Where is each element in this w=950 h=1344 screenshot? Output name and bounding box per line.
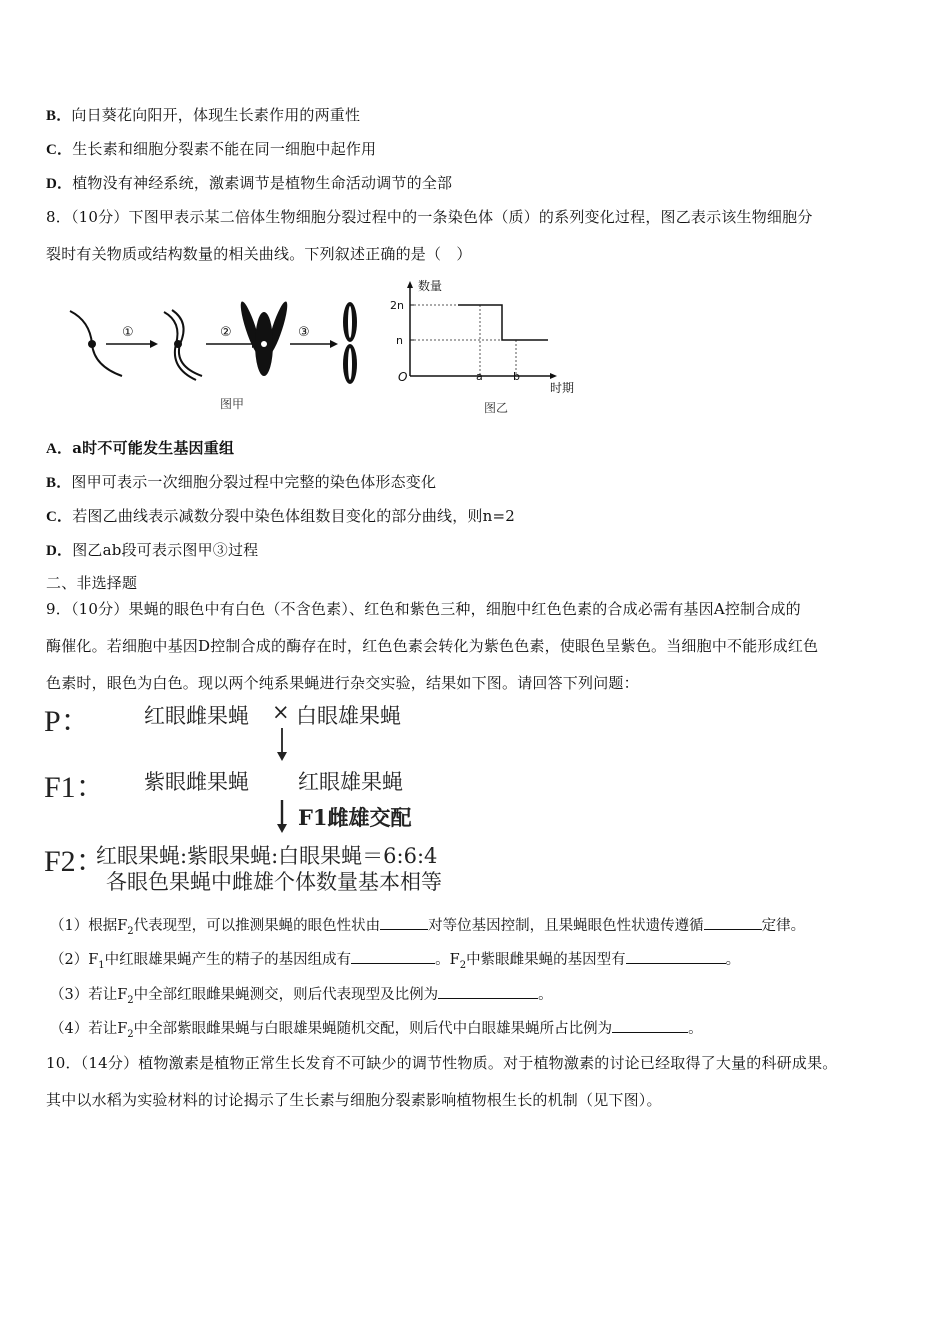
section-2-title: 二、非选择题 bbox=[46, 574, 138, 592]
figure-b-origin: O bbox=[398, 370, 408, 384]
q7-option-b: B．向日葵花向阳开，体现生长素作用的两重性 bbox=[46, 106, 361, 124]
q10-stem-line-1: 10．（14分）植物激素是植物正常生长发育不可缺少的调节性物质。对于植物激素的讨论已经取得了大量的科研成果。 bbox=[46, 1054, 838, 1072]
q9-stem-line-1: 9．（10分）果蝇的眼色中有白色（不含色素）、红色和紫色三种，细胞中红色色素的合成必需有基因A控制合成的 bbox=[46, 600, 801, 618]
figure-a-step-2: ② bbox=[220, 325, 232, 340]
q10-stem-line-2: 其中以水稻为实验材料的讨论揭示了生长素与细胞分裂素影响植物根生长的机制（见下图）。 bbox=[46, 1091, 662, 1109]
q9-stem-line-2: 酶催化。若细胞中基因D控制合成的酶存在时，红色色素会转化为紫色色素，使眼色呈紫色。当细胞中不能形成红色 bbox=[46, 637, 819, 655]
figure-b-x-tick-a: a bbox=[476, 370, 483, 383]
figure-b-x-title: 时期 bbox=[550, 381, 575, 395]
f2-label: F2： bbox=[44, 845, 106, 878]
blank-white-male-proportion[interactable] bbox=[612, 1018, 688, 1033]
q7-option-d: D．植物没有神经系统，激素调节是植物生命活动调节的全部 bbox=[46, 174, 453, 192]
q8-option-c: C．若图乙曲线表示减数分裂中染色体组数目变化的部分曲线，则n=2 bbox=[46, 507, 516, 525]
blank-sperm-genotypes[interactable] bbox=[351, 949, 435, 964]
q7-option-c: C．生长素和细胞分裂素不能在同一细胞中起作用 bbox=[46, 140, 377, 158]
f1-male: 红眼雄果蝇 bbox=[298, 770, 403, 794]
q9-sub-1: （1）根据$F_2$代表现型，可以推测果蝇的眼色性状由 对等位基因控制，且果蝇眼色性状遗传遵循 定律。 bbox=[50, 914, 805, 937]
q8-option-b: B．图甲可表示一次细胞分裂过程中完整的染色体形态变化 bbox=[46, 473, 437, 491]
arrow-p-to-f1 bbox=[274, 728, 290, 762]
blank-testcross-ratio[interactable] bbox=[438, 984, 538, 999]
q9-sub-4: （4）若让$F_2$中全部紫眼雌果蝇与白眼雄果蝇随机交配，则后代中白眼雄果蝇所占比例为 。 bbox=[50, 1017, 703, 1040]
f1-label: F1： bbox=[44, 771, 106, 804]
figure-b-y-title: 数量 bbox=[418, 279, 443, 293]
q9-sub-2: $(2)F_1$中红眼雄果蝇产生的精子的基因组成有 。$F_2$中紫眼雌果蝇的基因型有 。 bbox=[50, 948, 740, 971]
blank-law[interactable] bbox=[704, 915, 762, 930]
p-female: 红眼雌果蝇 bbox=[144, 704, 249, 728]
f1-mating: F1雌雄交配 bbox=[298, 805, 412, 830]
f1-female: 紫眼雌果蝇 bbox=[144, 770, 249, 794]
figure-b-y-tick-n: n bbox=[396, 334, 403, 347]
q9-cross-diagram bbox=[44, 696, 514, 896]
figure-a-step-1: ① bbox=[122, 325, 134, 340]
q9-stem-line-3: 色素时，眼色为白色。现以两个纯系果蝇进行杂交实验，结果如下图。请回答下列问题： bbox=[46, 674, 639, 692]
q8-option-a: A．a时不可能发生基因重组 bbox=[46, 439, 235, 457]
figure-a-chromosome-changes bbox=[60, 296, 380, 416]
figure-a-caption: 图甲 bbox=[220, 397, 245, 411]
blank-gene-pairs[interactable] bbox=[380, 915, 428, 930]
figure-a-step-3: ③ bbox=[298, 325, 310, 340]
f2-note: 各眼色果蝇中雌雄个体数量基本相等 bbox=[106, 870, 442, 894]
p-male: 白眼雄果蝇 bbox=[296, 704, 401, 728]
arrow-f1-to-f2 bbox=[274, 800, 290, 834]
figure-b-caption: 图乙 bbox=[484, 401, 509, 415]
p-cross-sign: × bbox=[272, 700, 290, 724]
q8-stem-line-2: 裂时有关物质或结构数量的相关曲线。下列叙述正确的是（ ） bbox=[46, 245, 472, 263]
f2-ratio: 红眼果蝇:紫眼果蝇:白眼果蝇＝6:6:4 bbox=[96, 844, 438, 868]
p-label: P： bbox=[44, 705, 91, 738]
q8-option-d: D．图乙ab段可表示图甲③过程 bbox=[46, 541, 259, 559]
blank-purple-female-genotypes[interactable] bbox=[626, 949, 726, 964]
figure-b-quantity-curve bbox=[390, 276, 590, 420]
q9-sub-3: （3）若让$F_2$中全部红眼雌果蝇测交，则后代表现型及比例为 。 bbox=[50, 983, 553, 1006]
q8-stem-line-1: 8．（10分）下图甲表示某二倍体生物细胞分裂过程中的一条染色体（质）的系列变化过程，图乙表示该生物细胞分 bbox=[46, 208, 813, 226]
figure-b-y-tick-2n: 2n bbox=[390, 299, 404, 312]
figure-b-x-tick-b: b bbox=[513, 370, 520, 383]
